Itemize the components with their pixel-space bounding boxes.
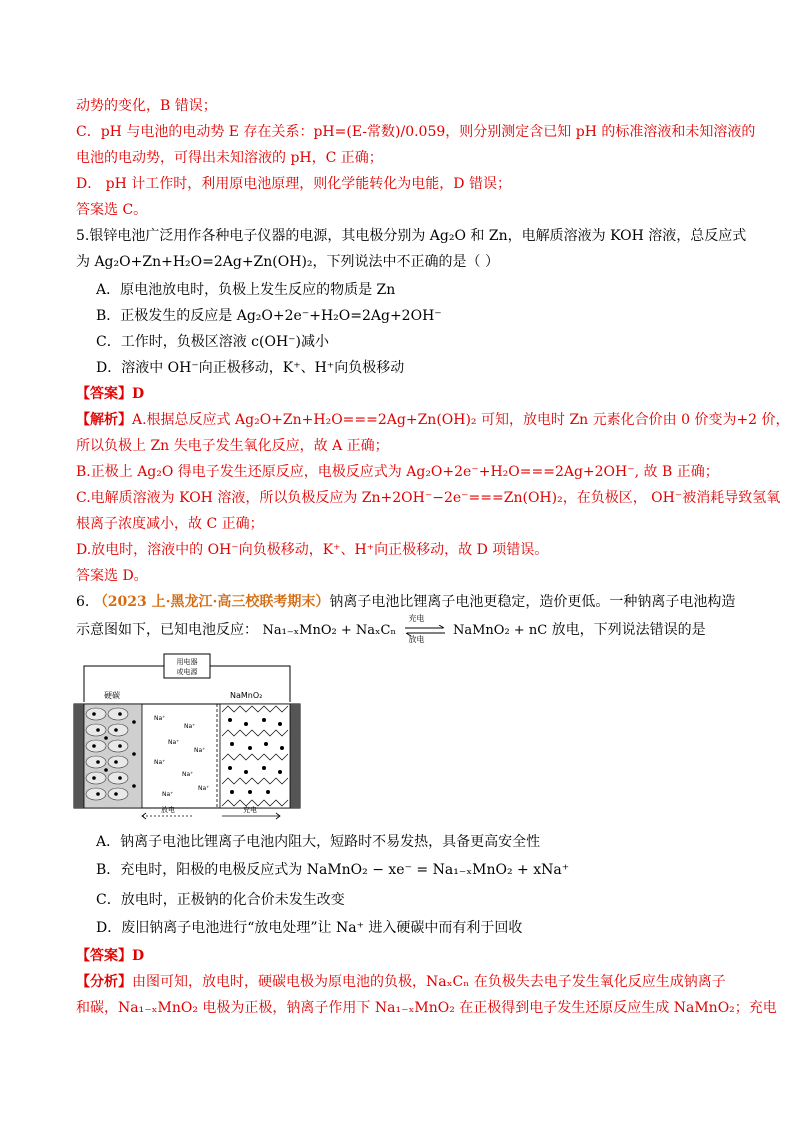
q6-analysis-tag: 【分析】 — [76, 974, 132, 990]
q5-stem-line-2: 为 Ag₂O+Zn+H₂O=2Ag+Zn(OH)₂，下列说法中不正确的是（ ） — [76, 254, 499, 270]
q6-arrow-top-label: 充电 — [408, 614, 425, 623]
left-collector — [74, 704, 84, 808]
q5-answer-value: D — [132, 386, 145, 402]
svg-text:Na⁺: Na⁺ — [168, 739, 180, 746]
q5-analysis-line-2: 所以负极上 Zn 失电子发生氧化反应，故 A 正确； — [76, 438, 389, 454]
hard-carbon-label: 硬碳 — [104, 691, 120, 700]
q5-analysis-line-1 — [76, 410, 790, 430]
q6-stem-line-2 — [76, 614, 724, 650]
prev-answer-line: 答案选 C。 — [76, 202, 148, 218]
right-collector — [290, 704, 300, 808]
sodium-ion-battery-diagram — [72, 652, 302, 822]
q6-answer-tag: 【答案】 — [76, 948, 132, 964]
q5-analysis-line-7: 答案选 D。 — [76, 568, 148, 584]
svg-text:Na⁺: Na⁺ — [184, 723, 196, 730]
q5-analysis-line-6: D.放电时，溶液中的 OH⁻向负极移动，K⁺、H⁺向正极移动，故 D 项错误。 — [76, 542, 549, 558]
prev-analysis-line-1: 动势的变化，B 错误； — [76, 98, 217, 114]
svg-text:Na⁺: Na⁺ — [182, 771, 194, 778]
q6-stem-text-1: 钠离子电池比锂离子电池更稳定，造价更低。一种钠离子电池构造 — [329, 594, 736, 610]
q6-option-c: C．放电时，正极钠的化合价未发生改变 — [96, 892, 345, 908]
q5-answer-tag: 【答案】 — [76, 386, 132, 402]
q5-option-a: A．原电池放电时，负极上发生反应的物质是 Zn — [96, 282, 396, 298]
svg-text:Na⁺: Na⁺ — [198, 785, 210, 792]
q6-analysis-text-1: 由图可知，放电时，硬碳电极为原电池的负极，NaₓCₙ 在负极失去电子发生氧化反应生成钠离子 — [132, 974, 726, 990]
q6-stem-line-1 — [76, 592, 736, 612]
q6-analysis-line-2: 和碳，Na₁₋ₓMnO₂ 电极为正极，钠离子作用下 Na₁₋ₓMnO₂ 在正极得到电子发生还原反应生成 NaMnO₂；充电 — [76, 1000, 777, 1016]
q6-option-d: D．废旧钠离子电池进行“放电处理”让 Na⁺ 进入硬碳中而有利于回收 — [96, 920, 523, 936]
q6-reaction-left: Na₁₋ₓMnO₂ + NaₓCₙ — [262, 623, 397, 638]
q5-answer — [76, 384, 724, 404]
q5-stem-line-1: 5.银锌电池广泛用作各种电子仪器的电源，其电极分别为 Ag₂O 和 Zn，电解质溶液为 KOH 溶液，总反应式 — [76, 228, 747, 244]
discharge-label: 放电 — [161, 806, 175, 814]
q5-analysis-tag: 【解析】 — [76, 412, 132, 428]
q6-answer — [76, 946, 724, 966]
q6-option-a: A．钠离子电池比锂离子电池内阻大，短路时不易发热，具备更高安全性 — [96, 834, 541, 850]
q5-analysis-line-5: 根离子浓度减小，故 C 正确； — [76, 516, 264, 532]
cathode-label: NaMnO₂ — [230, 691, 263, 700]
q6-reaction-right: NaMnO₂ + nC — [452, 623, 548, 638]
q6-number: 6. — [76, 594, 90, 610]
charge-label: 充电 — [243, 806, 257, 814]
svg-text:Na⁺: Na⁺ — [154, 715, 166, 722]
svg-text:Na⁺: Na⁺ — [154, 759, 166, 766]
q5-option-d: D．溶液中 OH⁻向正极移动，K⁺、H⁺向负极移动 — [96, 360, 405, 376]
q6-answer-value: D — [132, 948, 145, 964]
q5-analysis-line-3: B.正极上 Ag₂O 得电子发生还原反应，电极反应式为 Ag₂O+2e⁻+H₂O===2Ag+2OH⁻, 故 B 正确； — [76, 464, 719, 480]
load-label-1: 用电器 — [176, 658, 198, 666]
q6-option-b: B．充电时，阳极的电极反应式为 NaMnO₂ − xe⁻ = Na₁₋ₓMnO₂ + xNa⁺ — [96, 862, 570, 878]
q6-reversible-arrow — [403, 614, 447, 644]
q5-option-c: C．工作时，负极区溶液 c(OH⁻)减小 — [96, 334, 330, 350]
q6-analysis-line-1 — [76, 972, 724, 992]
prev-analysis-line-3: 电池的电动势，可得出未知溶液的 pH，C 正确； — [76, 150, 383, 166]
prev-analysis-line-4: D． pH 计工作时，利用原电池原理，则化学能转化为电能，D 错误； — [76, 176, 511, 192]
q6-stem-text-2b: 放电，下列说法错误的是 — [551, 622, 706, 638]
q6-arrow-bottom-label: 放电 — [408, 635, 425, 644]
prev-analysis-line-2: C．pH 与电池的电动势 E 存在关系：pH=(E-常数)/0.059，则分别测定含已知 pH 的标准溶液和未知溶液的 — [76, 124, 756, 140]
q5-analysis-text-1: A.根据总反应式 Ag₂O+Zn+H₂O===2Ag+Zn(OH)₂ 可知，放电时 Zn 元素化合价由 0 价变为+2 价， — [132, 412, 790, 428]
q6-source: （2023 上·黑龙江·高三校联考期末） — [93, 594, 330, 610]
svg-text:Na⁺: Na⁺ — [194, 747, 206, 754]
load-label-2: 或电源 — [176, 668, 198, 676]
q5-analysis-line-4: C.电解质溶液为 KOH 溶液，所以负极反应为 Zn+2OH⁻−2e⁻===Zn(OH)₂，在负极区， OH⁻被消耗导致氢氧 — [76, 490, 781, 506]
svg-text:Na⁺: Na⁺ — [162, 791, 174, 798]
q6-stem-text-2a: 示意图如下，已知电池反应： — [76, 622, 258, 638]
q5-option-b: B．正极发生的反应是 Ag₂O+2e⁻+H₂O=2Ag+2OH⁻ — [96, 308, 442, 324]
